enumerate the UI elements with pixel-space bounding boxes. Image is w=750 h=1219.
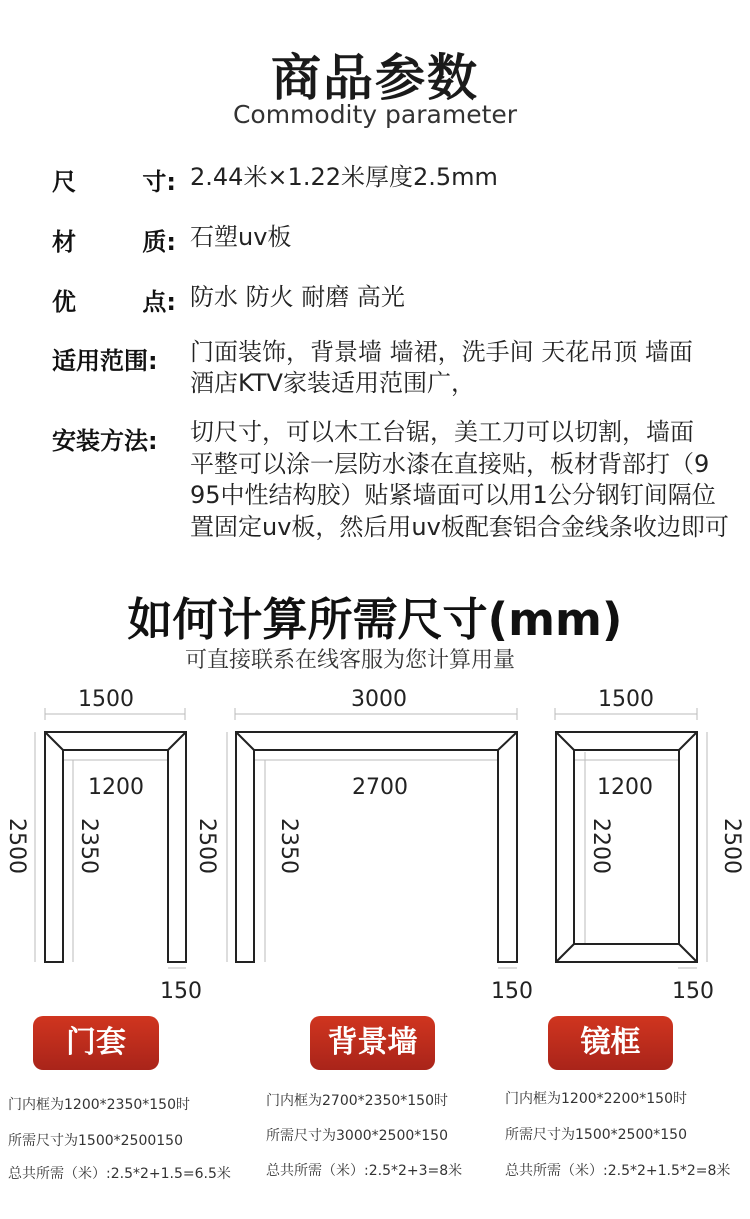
param-value-advantages: 防水 防火 耐磨 高光 bbox=[190, 283, 405, 311]
d2-note-2: 所需尺寸为3000*2500*150 bbox=[266, 1128, 448, 1144]
d3-note-1: 门内框为1200*2200*150时 bbox=[505, 1091, 687, 1107]
label-door-cover: 门套 bbox=[33, 1016, 159, 1070]
d3-outer-height: 2500 bbox=[719, 818, 744, 874]
d1-inner-height: 2350 bbox=[76, 818, 101, 874]
param-value-usage: 门面装饰，背景墙 墙裙，洗手间 天花吊顶 墙面 酒店KTV家装适用范围广， bbox=[190, 338, 693, 397]
param-label-install: 安装方法: bbox=[52, 427, 158, 455]
d2-note-3: 总共所需（米）:2.5*2+3=8米 bbox=[266, 1163, 463, 1179]
calc-title: 如何计算所需尺寸(mm) bbox=[127, 593, 623, 646]
d3-inner-height: 2200 bbox=[588, 818, 613, 874]
label-background-wall: 背景墙 bbox=[310, 1016, 435, 1070]
d2-inner-width: 2700 bbox=[352, 775, 408, 800]
param-value-install: 切尺寸，可以木工台锯，美工刀可以切割，墙面 平整可以涂一层防水漆在直接贴，板材背部打（9 95中性结构胶）贴紧墙面可以用1公分钢钉间隔位 置固定uv板，然后用uv板配套铝合金线条收边即可 bbox=[190, 418, 729, 541]
label-mirror-frame: 镜框 bbox=[548, 1016, 673, 1070]
d1-trim: 150 bbox=[160, 979, 202, 1004]
d1-note-3: 总共所需（米）:2.5*2+1.5=6.5米 bbox=[8, 1166, 231, 1182]
d3-inner-width: 1200 bbox=[597, 775, 653, 800]
page-subtitle: Commodity parameter bbox=[232, 100, 518, 129]
d2-outer-height: 2500 bbox=[194, 818, 219, 874]
d1-note-2: 所需尺寸为1500*2500150 bbox=[8, 1133, 183, 1149]
d2-inner-height: 2350 bbox=[276, 818, 301, 874]
param-label-advantages: 优 点: bbox=[52, 288, 176, 316]
d2-outer-width: 3000 bbox=[351, 687, 407, 712]
frame-diagrams bbox=[0, 680, 750, 990]
d1-outer-width: 1500 bbox=[78, 687, 134, 712]
d2-note-1: 门内框为2700*2350*150时 bbox=[266, 1093, 448, 1109]
d1-note-1: 门内框为1200*2350*150时 bbox=[8, 1097, 190, 1113]
d3-note-3: 总共所需（米）:2.5*2+1.5*2=8米 bbox=[505, 1163, 731, 1179]
param-label-material: 材 质: bbox=[52, 228, 176, 256]
param-value-material: 石塑uv板 bbox=[190, 223, 292, 251]
d3-trim: 150 bbox=[672, 979, 714, 1004]
d1-inner-width: 1200 bbox=[88, 775, 144, 800]
page-title: 商品参数 bbox=[271, 49, 479, 107]
d2-trim: 150 bbox=[491, 979, 533, 1004]
d3-note-2: 所需尺寸为1500*2500*150 bbox=[505, 1127, 687, 1143]
calc-subtitle: 可直接联系在线客服为您计算用量 bbox=[184, 648, 515, 673]
param-value-size: 2.44米×1.22米厚度2.5mm bbox=[190, 163, 498, 191]
param-label-usage: 适用范围: bbox=[52, 347, 158, 375]
d1-outer-height: 2500 bbox=[4, 818, 29, 874]
param-label-size: 尺 寸: bbox=[52, 168, 176, 196]
d3-outer-width: 1500 bbox=[598, 687, 654, 712]
